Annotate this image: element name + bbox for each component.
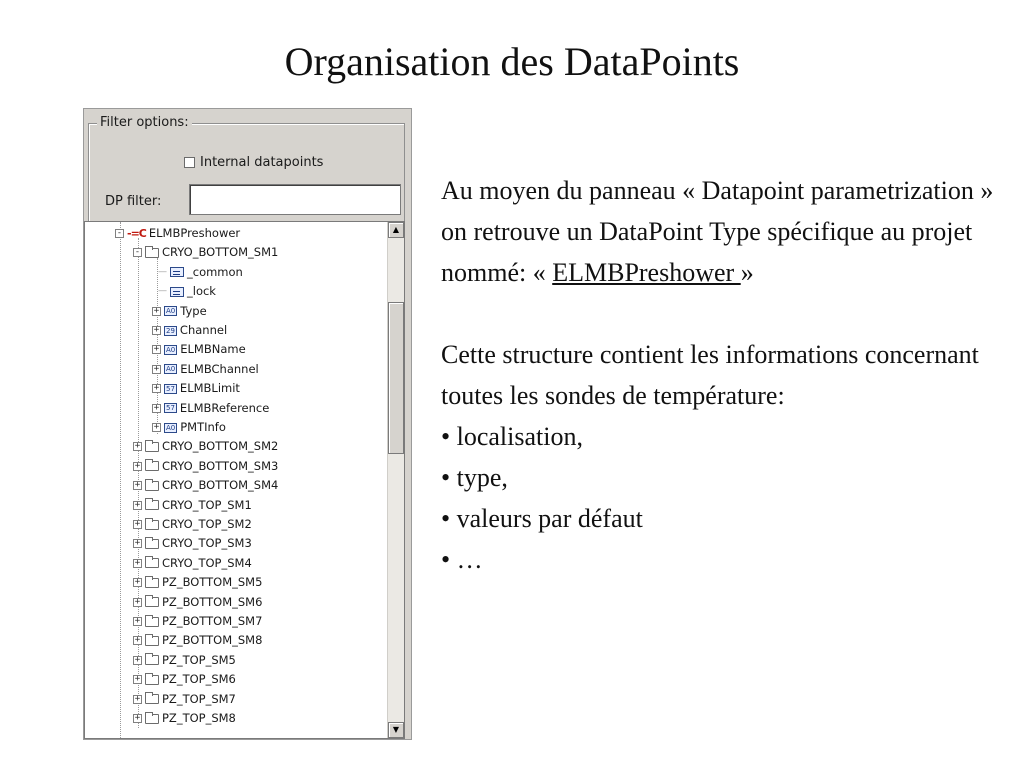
expand-icon[interactable]: + xyxy=(134,674,141,685)
expand-icon[interactable]: + xyxy=(153,344,160,355)
tree-item-label: CRYO_BOTTOM_SM3 xyxy=(162,458,279,473)
element-type-icon: A0 xyxy=(166,423,176,432)
tree-item-label: _lock xyxy=(187,284,216,299)
folder-icon xyxy=(145,694,159,704)
tree-item-label: PZ_BOTTOM_SM5 xyxy=(162,575,263,590)
expand-icon[interactable]: + xyxy=(153,325,160,335)
dp-filter-label: DP filter: xyxy=(105,194,162,209)
tree-item-label: CRYO_BOTTOM_SM2 xyxy=(162,439,279,454)
bullet-item: • valeurs par défaut xyxy=(441,504,643,533)
tree-folder[interactable] xyxy=(133,476,278,495)
expand-icon[interactable]: + xyxy=(153,363,160,374)
filter-options-legend: Filter options: xyxy=(97,115,192,130)
tree-item-label: ELMBChannel xyxy=(180,361,259,376)
scroll-up-icon[interactable]: ▲ xyxy=(388,222,404,238)
tree-item-label: PZ_BOTTOM_SM8 xyxy=(162,633,263,648)
folder-icon xyxy=(145,520,159,530)
folder-icon xyxy=(145,714,159,724)
datapoint-tree xyxy=(84,221,405,739)
element-type-icon: 29 xyxy=(166,326,175,335)
tree-branch-icon: — xyxy=(158,286,167,297)
tree-folder[interactable] xyxy=(133,554,252,573)
tree-item-label: CRYO_TOP_SM4 xyxy=(162,555,252,570)
expand-icon[interactable]: + xyxy=(153,422,160,432)
intro-text: Au moyen du panneau « Datapoint parametrization » on retrouve un DataPoint Type spécifique au projet nommé: « xyxy=(441,176,994,287)
elmbpreshower-link[interactable]: ELMBPreshower xyxy=(552,258,741,287)
folder-icon xyxy=(145,248,159,258)
tree-item-label: CRYO_BOTTOM_SM1 xyxy=(162,245,279,260)
expand-icon[interactable]: + xyxy=(134,596,141,607)
expand-icon[interactable]: + xyxy=(134,577,141,588)
tree-connector xyxy=(120,222,121,738)
tree-item-label: Type xyxy=(180,303,207,318)
tree-element[interactable] xyxy=(152,360,259,379)
folder-icon xyxy=(145,675,159,685)
tree-element[interactable] xyxy=(158,263,243,282)
folder-icon xyxy=(145,617,159,627)
tree-folder[interactable] xyxy=(133,670,236,689)
expand-icon[interactable]: + xyxy=(134,713,141,723)
tree-item-label: ELMBReference xyxy=(179,400,270,415)
leaf-icon xyxy=(170,287,184,297)
bullet-item: • type, xyxy=(441,463,508,492)
folder-icon xyxy=(145,636,159,646)
element-type-icon: A0 xyxy=(166,345,176,354)
structure-paragraph: Cette structure contient les informations concernant toutes les sondes de température: xyxy=(441,340,979,410)
tree-folder[interactable] xyxy=(133,612,262,631)
tree-item-label: PZ_BOTTOM_SM7 xyxy=(162,614,263,628)
bullet-item: • … xyxy=(441,545,483,574)
datapoint-panel xyxy=(83,108,412,740)
element-type-icon: 57 xyxy=(166,384,175,393)
tree-folder[interactable] xyxy=(133,515,252,534)
collapse-icon[interactable]: - xyxy=(116,228,123,238)
tree-element[interactable] xyxy=(152,340,246,359)
folder-icon xyxy=(145,481,159,491)
tree-item-label: Channel xyxy=(179,323,228,337)
tree-folder[interactable] xyxy=(133,690,236,709)
folder-icon xyxy=(145,442,159,452)
expand-icon[interactable]: + xyxy=(153,305,160,316)
intro-paragraph xyxy=(441,170,1001,293)
tree-item-label: ELMBName xyxy=(180,342,246,357)
tree-element[interactable] xyxy=(152,379,240,398)
tree-folder[interactable] xyxy=(133,534,252,553)
expand-icon[interactable]: + xyxy=(134,557,141,568)
tree-item-label: PZ_TOP_SM5 xyxy=(162,652,236,667)
tree-folder[interactable] xyxy=(133,709,236,728)
folder-icon xyxy=(145,597,159,607)
collapse-icon[interactable]: - xyxy=(134,247,141,258)
bullet-item: • localisation, xyxy=(441,422,583,451)
datapoint-type-icon: -=C xyxy=(127,227,146,240)
element-type-icon: 57 xyxy=(166,404,175,413)
spacer xyxy=(441,293,1001,334)
tree-element[interactable] xyxy=(152,321,227,340)
folder-icon xyxy=(145,461,159,471)
slide-text xyxy=(441,170,1001,580)
tree-folder[interactable] xyxy=(133,573,262,592)
expand-icon[interactable]: + xyxy=(134,616,141,626)
tree-item-label: _common xyxy=(187,264,243,279)
tree-folder[interactable] xyxy=(133,496,252,515)
expand-icon[interactable]: + xyxy=(134,654,141,665)
tree-item-label: ELMBPreshower xyxy=(148,226,241,240)
tree-folder[interactable] xyxy=(133,631,262,650)
expand-icon[interactable]: + xyxy=(134,499,141,510)
expand-icon[interactable]: + xyxy=(153,402,160,413)
folder-icon xyxy=(145,558,159,568)
expand-icon[interactable]: + xyxy=(134,635,141,646)
element-type-icon: A0 xyxy=(166,365,176,374)
expand-icon[interactable]: + xyxy=(134,441,141,452)
dp-filter-input[interactable] xyxy=(189,184,401,215)
expand-icon[interactable]: + xyxy=(153,383,160,394)
tree-item-label: CRYO_TOP_SM1 xyxy=(162,497,252,512)
tree-element[interactable] xyxy=(158,282,216,301)
expand-icon[interactable]: + xyxy=(134,519,141,529)
tree-element[interactable] xyxy=(152,418,226,437)
tree-folder[interactable] xyxy=(133,593,262,612)
tree-item-label: PZ_TOP_SM7 xyxy=(162,691,236,706)
tree-item-label: PZ_TOP_SM8 xyxy=(162,711,236,725)
expand-icon[interactable]: + xyxy=(134,460,141,471)
tree-item-label: CRYO_BOTTOM_SM4 xyxy=(162,478,279,493)
scrollbar-thumb[interactable] xyxy=(388,302,404,454)
tree-root-elmbpreshower[interactable] xyxy=(115,224,240,243)
tree-branch-icon: — xyxy=(158,266,167,277)
tree-element[interactable] xyxy=(152,302,207,321)
folder-icon xyxy=(145,655,159,665)
tree-scrollbar[interactable] xyxy=(387,222,404,738)
tree-item-label: CRYO_TOP_SM3 xyxy=(162,536,252,551)
intro-close-quote: » xyxy=(740,258,754,287)
tree-item-label: PZ_BOTTOM_SM6 xyxy=(162,594,263,609)
element-type-icon: A0 xyxy=(166,307,176,316)
internal-datapoints-label: Internal datapoints xyxy=(200,155,324,170)
expand-icon[interactable]: + xyxy=(134,693,141,704)
expand-icon[interactable]: + xyxy=(134,538,141,549)
tree-item-label: PZ_TOP_SM6 xyxy=(162,672,236,687)
tree-item-label: ELMBLimit xyxy=(179,381,240,396)
folder-icon xyxy=(145,539,159,549)
folder-icon xyxy=(145,578,159,588)
tree-folder[interactable] xyxy=(133,651,236,670)
scroll-down-icon[interactable]: ▼ xyxy=(388,722,404,738)
folder-icon xyxy=(145,500,159,510)
tree-body xyxy=(85,222,388,738)
tree-folder[interactable] xyxy=(133,243,278,262)
slide-title: Organisation des DataPoints xyxy=(284,39,740,84)
internal-datapoints-option[interactable] xyxy=(184,155,323,170)
expand-icon[interactable]: + xyxy=(134,480,141,491)
tree-element[interactable] xyxy=(152,399,269,418)
tree-item-label: CRYO_TOP_SM2 xyxy=(162,517,252,531)
leaf-icon xyxy=(170,267,184,277)
tree-folder[interactable] xyxy=(133,457,278,476)
tree-item-label: PMTInfo xyxy=(180,420,226,434)
tree-folder[interactable] xyxy=(133,437,278,456)
internal-datapoints-checkbox[interactable] xyxy=(184,157,195,168)
